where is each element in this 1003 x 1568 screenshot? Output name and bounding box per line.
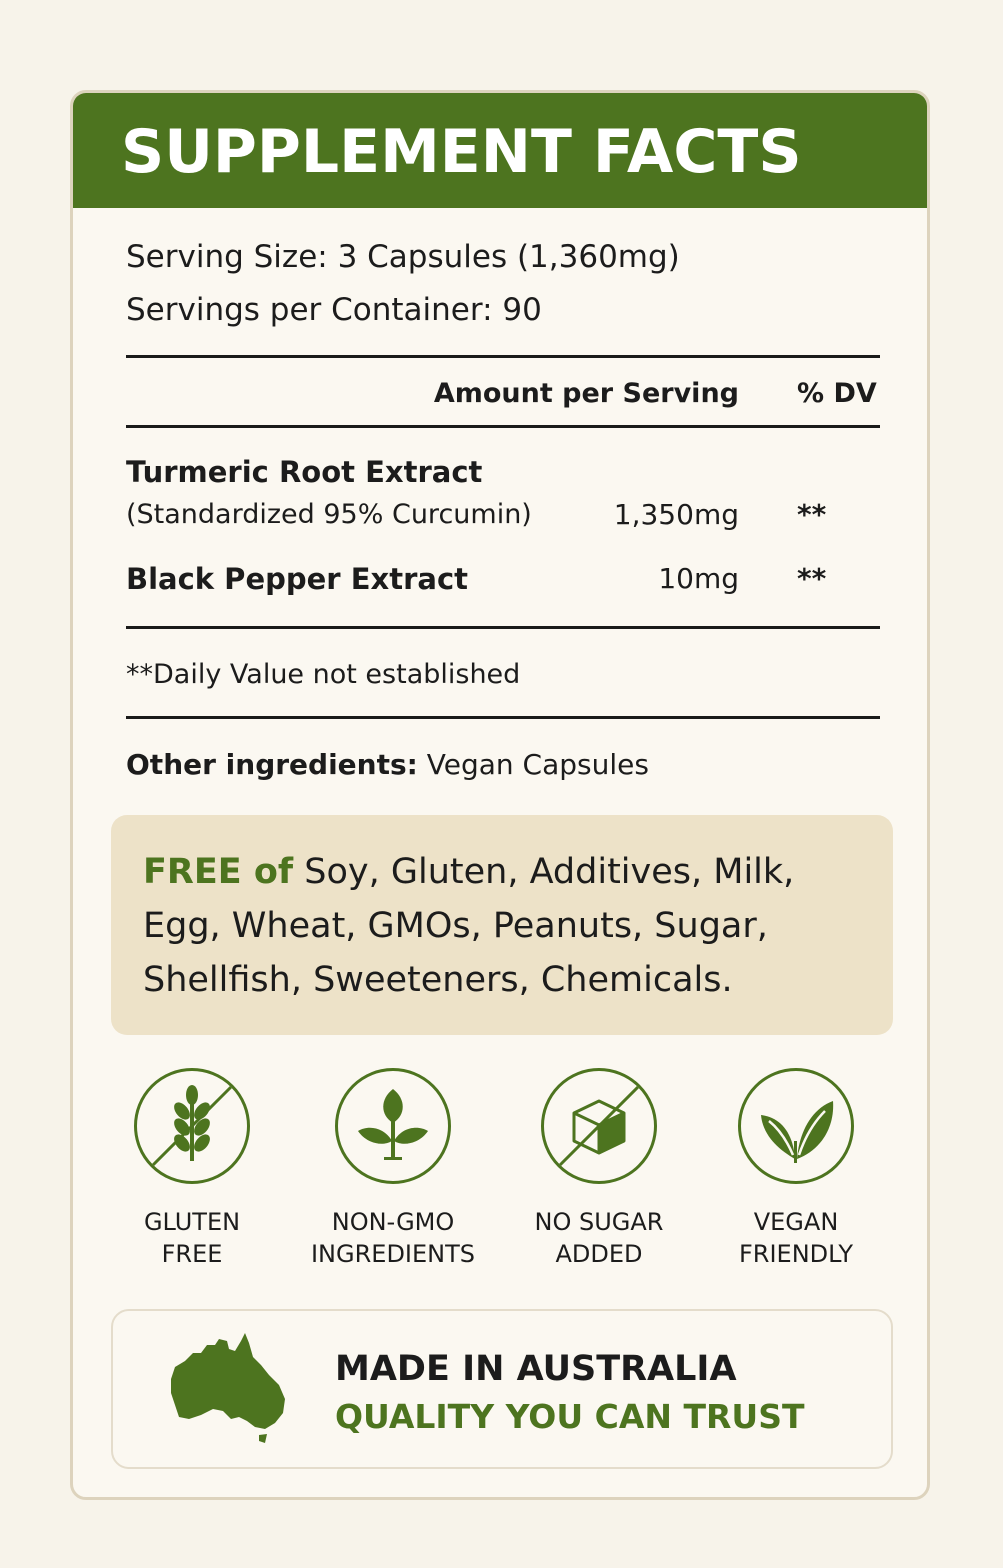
servings-per-container: Servings per Container: 90 — [126, 292, 542, 328]
divider — [126, 425, 880, 428]
badge-gluten-free — [92, 1068, 292, 1270]
header-bar — [73, 93, 927, 208]
divider — [126, 626, 880, 629]
ingredient-dv: ** — [797, 562, 827, 595]
badge-vegan-friendly — [696, 1068, 896, 1270]
sugar-cube-crossed-icon — [544, 1071, 654, 1181]
other-ingredients-label: Other ingredients: — [126, 748, 418, 781]
badge-label: VEGAN — [753, 1208, 839, 1236]
ingredient-name: Black Pepper Extract — [126, 562, 468, 596]
daily-value-header: % DV — [797, 378, 877, 409]
origin-banner — [111, 1309, 893, 1469]
other-ingredients — [126, 747, 649, 783]
origin-tagline: QUALITY YOU CAN TRUST — [335, 1397, 805, 1436]
australia-map-icon — [163, 1331, 293, 1449]
badge-label: FREE — [161, 1240, 223, 1268]
supplement-facts-panel — [70, 90, 930, 1500]
ingredient-subtitle: (Standardized 95% Curcumin) — [126, 499, 532, 530]
free-of-lead: FREE of — [143, 852, 294, 892]
origin-title: MADE IN AUSTRALIA — [335, 1349, 737, 1389]
sprout-icon — [338, 1071, 448, 1181]
serving-size: Serving Size: 3 Capsules (1,360mg) — [126, 239, 680, 275]
daily-value-footnote: **Daily Value not established — [126, 659, 521, 690]
divider — [126, 716, 880, 719]
free-of-list: Soy, Gluten, Additives, Milk, Egg, Wheat, GMOs, Peanuts, Sugar, Shellfish, Sweeteners, Chemicals. — [143, 852, 795, 1000]
free-of-text — [143, 845, 863, 1007]
other-ingredients-value: Vegan Capsules — [417, 748, 649, 781]
free-of-panel — [111, 815, 893, 1035]
divider — [126, 355, 880, 358]
badge-label: FRIENDLY — [739, 1240, 853, 1268]
ingredient-dv: ** — [797, 498, 827, 531]
badge-no-sugar — [499, 1068, 699, 1270]
ingredient-name: Turmeric Root Extract — [126, 455, 483, 489]
badge-label: GLUTEN — [143, 1208, 241, 1236]
page-title: SUPPLEMENT FACTS — [121, 117, 802, 187]
wheat-crossed-icon — [137, 1071, 247, 1181]
ingredient-amount: 10mg — [658, 562, 739, 595]
badge-label: NO SUGAR — [534, 1208, 664, 1236]
badge-label: ADDED — [555, 1240, 643, 1268]
badge-non-gmo — [293, 1068, 493, 1270]
amount-per-serving-header: Amount per Serving — [433, 378, 739, 409]
leaf-icon — [741, 1071, 851, 1181]
badge-label: NON-GMO — [331, 1208, 455, 1236]
badge-label: INGREDIENTS — [310, 1240, 476, 1268]
ingredient-amount: 1,350mg — [613, 498, 739, 531]
